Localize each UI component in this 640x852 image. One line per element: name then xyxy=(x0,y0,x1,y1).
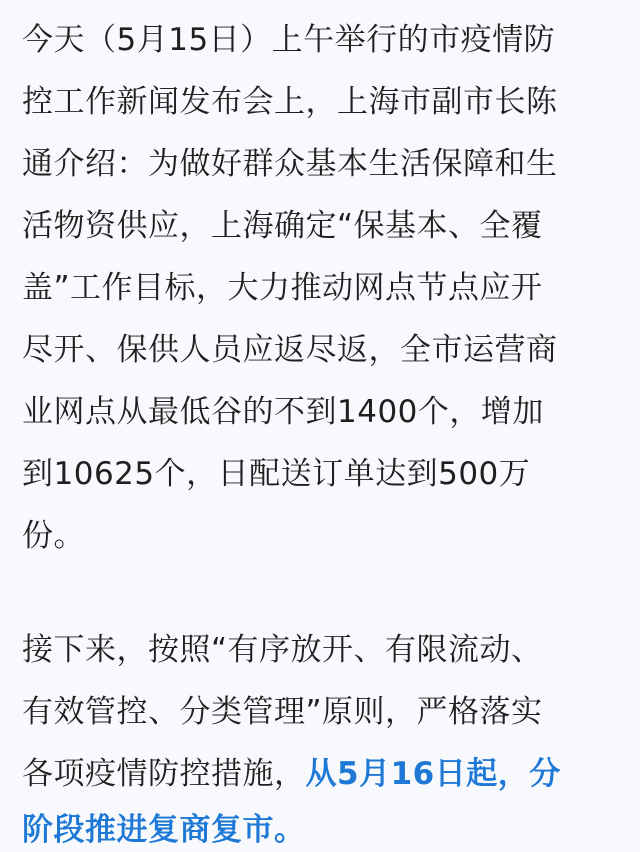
paragraph-1-line: 今天（5月15日）上午举行的市疫情防 xyxy=(22,22,556,58)
paragraph-1-line: 尽开、保供人员应返尽返，全市运营商 xyxy=(22,332,558,368)
paragraph-1-line: 到10625个，日配送订单达到500万 xyxy=(22,456,531,492)
paragraph-2-line: 有效管控、分类管理”原则，严格落实 xyxy=(22,694,543,730)
paragraph-2-line xyxy=(22,743,561,805)
paragraph-1-line: 通介绍：为做好群众基本生活保障和生 xyxy=(22,146,558,182)
highlighted-text: 从5月16日起，分 xyxy=(305,756,561,792)
paragraph-2-line xyxy=(22,799,306,852)
paragraph-1-line: 盖”工作目标，大力推动网点节点应开 xyxy=(22,270,543,306)
highlighted-text: 阶段推进复商复市。 xyxy=(22,812,306,848)
paragraph-2-line: 接下来，按照“有序放开、有限流动、 xyxy=(22,632,543,668)
paragraph-1-line: 活物资供应，上海确定“保基本、全覆 xyxy=(22,208,543,244)
paragraph-1-line: 控工作新闻发布会上，上海市副市长陈 xyxy=(22,84,558,120)
paragraph-1-line: 份。 xyxy=(22,518,85,554)
paragraph-1-line: 业网点从最低谷的不到1400个，增加 xyxy=(22,394,544,430)
paragraph-2-text: 各项疫情防控措施， xyxy=(22,756,306,792)
